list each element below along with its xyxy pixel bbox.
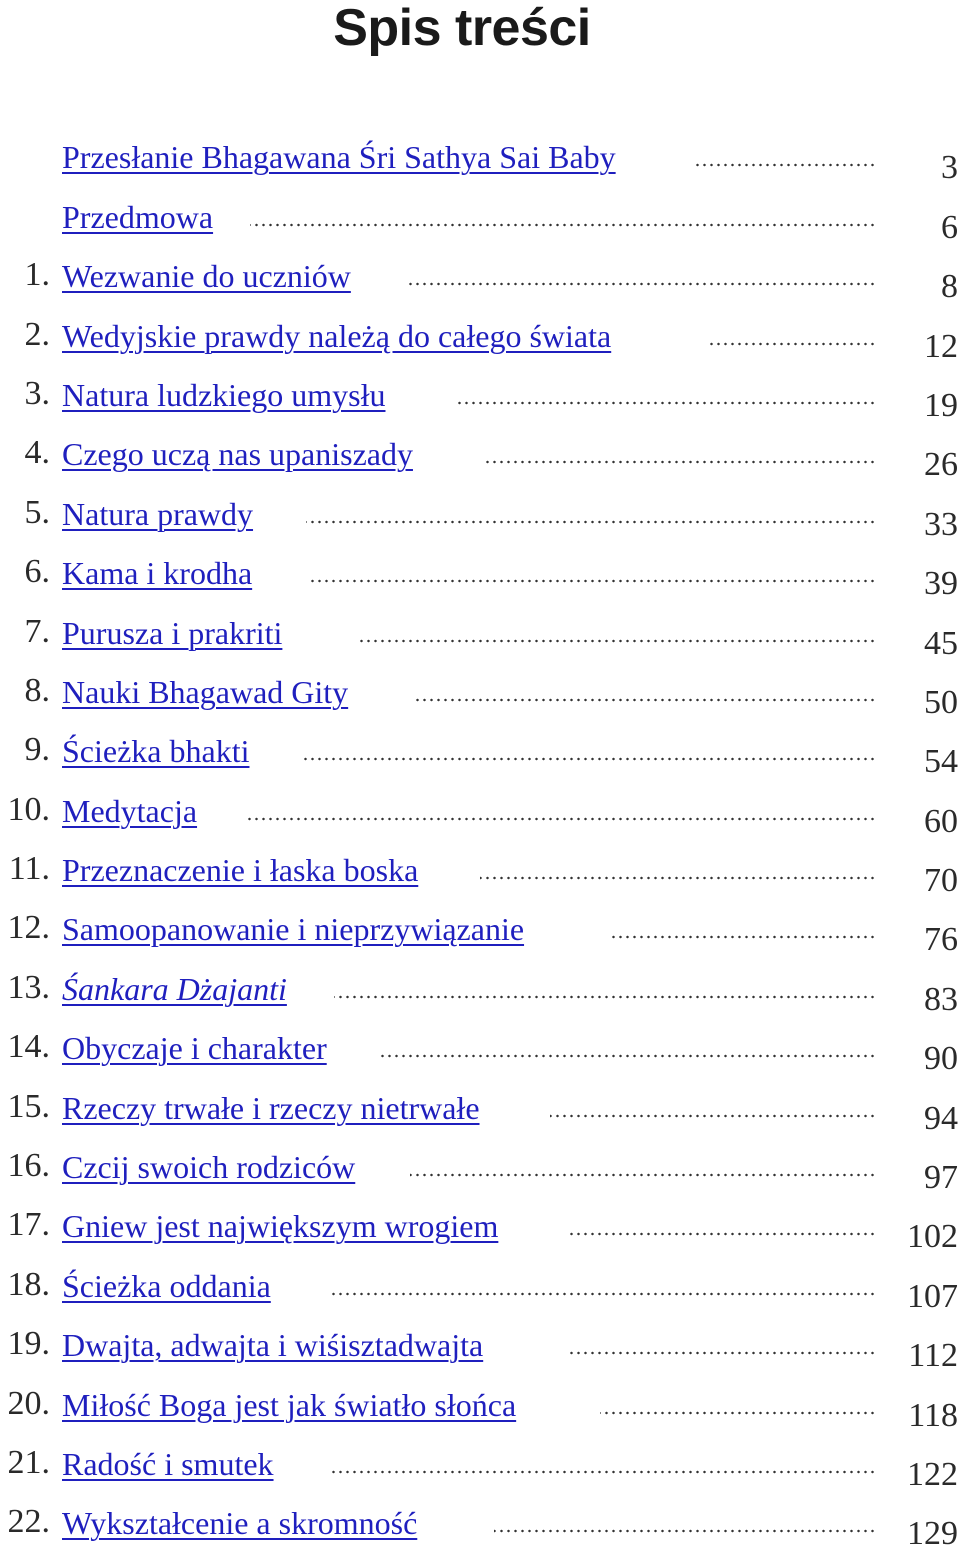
dot-leader xyxy=(306,520,876,524)
dot-leader xyxy=(484,460,876,464)
toc-entry xyxy=(0,247,960,306)
toc-entry xyxy=(0,1375,960,1434)
dot-leader xyxy=(410,1173,876,1177)
dot-leader xyxy=(608,935,876,939)
chapter-number: 17. xyxy=(7,1206,50,1244)
page-number: 107 xyxy=(907,1277,958,1315)
chapter-link[interactable]: Natura ludzkiego umysłu xyxy=(62,376,386,413)
page-number: 33 xyxy=(924,505,958,543)
page-title: Spis treści xyxy=(333,0,591,57)
chapter-number: 9. xyxy=(24,731,50,769)
toc-entry xyxy=(0,722,960,781)
chapter-number: 19. xyxy=(7,1325,50,1363)
toc-entry xyxy=(0,663,960,722)
chapter-number: 10. xyxy=(7,790,50,828)
chapter-number: 8. xyxy=(24,671,50,709)
toc-entry xyxy=(0,1197,960,1256)
dot-leader xyxy=(568,1232,876,1236)
dot-leader xyxy=(378,1054,876,1058)
chapter-link[interactable]: Nauki Bhagawad Gity xyxy=(62,673,349,710)
chapter-number: 11. xyxy=(8,850,50,888)
dot-leader xyxy=(302,757,876,761)
chapter-number: 13. xyxy=(7,968,50,1006)
toc-entry xyxy=(0,544,960,603)
dot-leader xyxy=(480,876,876,880)
dot-leader xyxy=(330,1470,876,1474)
page-number: 3 xyxy=(941,149,958,187)
dot-leader xyxy=(494,1529,876,1533)
toc-entry xyxy=(0,1435,960,1494)
chapter-link[interactable]: Dwajta, adwajta i wiśisztadwajta xyxy=(62,1327,484,1364)
chapter-number: 21. xyxy=(7,1443,50,1481)
page-number: 94 xyxy=(924,1099,958,1137)
table-of-contents xyxy=(0,128,960,1553)
page-number: 6 xyxy=(941,208,958,246)
chapter-link[interactable]: Rzeczy trwałe i rzeczy nietrwałe xyxy=(62,1089,480,1126)
dot-leader xyxy=(708,342,876,346)
chapter-number: 1. xyxy=(24,256,50,294)
chapter-link[interactable]: Obyczaje i charakter xyxy=(62,1030,327,1067)
chapter-link[interactable]: Czcij swoich rodziców xyxy=(62,1149,356,1186)
toc-entry xyxy=(0,1138,960,1197)
chapter-link[interactable]: Czego uczą nas upaniszady xyxy=(62,436,413,473)
page-number: 60 xyxy=(924,802,958,840)
chapter-number: 3. xyxy=(24,374,50,412)
toc-entry xyxy=(0,1019,960,1078)
page-number: 112 xyxy=(908,1337,958,1375)
chapter-link[interactable]: Purusza i prakriti xyxy=(62,614,283,651)
toc-entry xyxy=(0,781,960,840)
chapter-link[interactable]: Wykształcenie a skromność xyxy=(62,1505,418,1542)
chapter-link[interactable]: Gniew jest największym wrogiem xyxy=(62,1208,499,1245)
chapter-number: 7. xyxy=(24,612,50,650)
toc-entry xyxy=(0,484,960,543)
toc-entry xyxy=(0,1494,960,1553)
toc-entry xyxy=(0,128,960,187)
chapter-link[interactable]: Medytacja xyxy=(62,792,198,829)
page-number: 118 xyxy=(908,1396,958,1434)
toc-entry xyxy=(0,841,960,900)
toc-entry xyxy=(0,425,960,484)
dot-leader xyxy=(570,1351,876,1355)
chapter-link[interactable]: Natura prawdy xyxy=(62,495,254,532)
chapter-number: 18. xyxy=(7,1265,50,1303)
dot-leader xyxy=(454,401,876,405)
page-number: 97 xyxy=(924,1159,958,1197)
chapter-link[interactable]: Miłość Boga jest jak światło słońca xyxy=(62,1386,517,1423)
chapter-link[interactable]: Radość i smutek xyxy=(62,1445,274,1482)
chapter-link[interactable]: Przedmowa xyxy=(62,198,214,235)
chapter-number: 5. xyxy=(24,493,50,531)
page-number: 50 xyxy=(924,683,958,721)
chapter-number: 22. xyxy=(7,1503,50,1541)
toc-entry xyxy=(0,1078,960,1137)
dot-leader xyxy=(696,163,876,167)
toc-entry xyxy=(0,603,960,662)
dot-leader xyxy=(250,223,876,227)
page-number: 129 xyxy=(907,1515,958,1553)
chapter-link[interactable]: Przesłanie Bhagawana Śri Sathya Sai Baby xyxy=(62,139,616,176)
toc-entry xyxy=(0,187,960,246)
page-number: 54 xyxy=(924,743,958,781)
toc-entry xyxy=(0,1256,960,1315)
toc-entry xyxy=(0,959,960,1018)
chapter-link[interactable]: Ścieżka oddania xyxy=(62,1267,271,1304)
page-number: 90 xyxy=(924,1040,958,1078)
chapter-number: 15. xyxy=(7,1087,50,1125)
dot-leader xyxy=(600,1411,876,1415)
dot-leader xyxy=(308,579,876,583)
dot-leader xyxy=(406,282,876,286)
dot-leader xyxy=(414,698,876,702)
chapter-number: 12. xyxy=(7,909,50,947)
page-number: 122 xyxy=(907,1455,958,1493)
toc-entry xyxy=(0,306,960,365)
dot-leader xyxy=(330,1292,876,1296)
page-number: 70 xyxy=(924,862,958,900)
chapter-link[interactable]: Przeznaczenie i łaska boska xyxy=(62,852,419,889)
chapter-link[interactable]: Samoopanowanie i nieprzywiązanie xyxy=(62,911,525,948)
chapter-number: 6. xyxy=(24,553,50,591)
chapter-link[interactable]: Śankara Dżajanti xyxy=(62,970,287,1007)
toc-entry xyxy=(0,1316,960,1375)
page-number: 83 xyxy=(924,980,958,1018)
chapter-number: 14. xyxy=(7,1028,50,1066)
dot-leader xyxy=(550,1114,876,1118)
page-number: 45 xyxy=(924,624,958,662)
chapter-number: 2. xyxy=(24,315,50,353)
page-number: 102 xyxy=(907,1218,958,1256)
chapter-link[interactable]: Wezwanie do uczniów xyxy=(62,258,351,295)
chapter-link[interactable]: Kama i krodha xyxy=(62,555,253,592)
page-number: 12 xyxy=(924,327,958,365)
page-number: 26 xyxy=(924,446,958,484)
dot-leader xyxy=(244,817,876,821)
page-number: 39 xyxy=(924,565,958,603)
page-number: 19 xyxy=(924,386,958,424)
dot-leader xyxy=(334,995,876,999)
chapter-link[interactable]: Ścieżka bhakti xyxy=(62,733,250,770)
chapter-number: 4. xyxy=(24,434,50,472)
toc-entry xyxy=(0,900,960,959)
chapter-link[interactable]: Wedyjskie prawdy należą do całego świata xyxy=(62,317,612,354)
page-number: 8 xyxy=(941,268,958,306)
chapter-number: 20. xyxy=(7,1384,50,1422)
dot-leader xyxy=(356,639,876,643)
chapter-number: 16. xyxy=(7,1147,50,1185)
page-number: 76 xyxy=(924,921,958,959)
toc-entry xyxy=(0,366,960,425)
